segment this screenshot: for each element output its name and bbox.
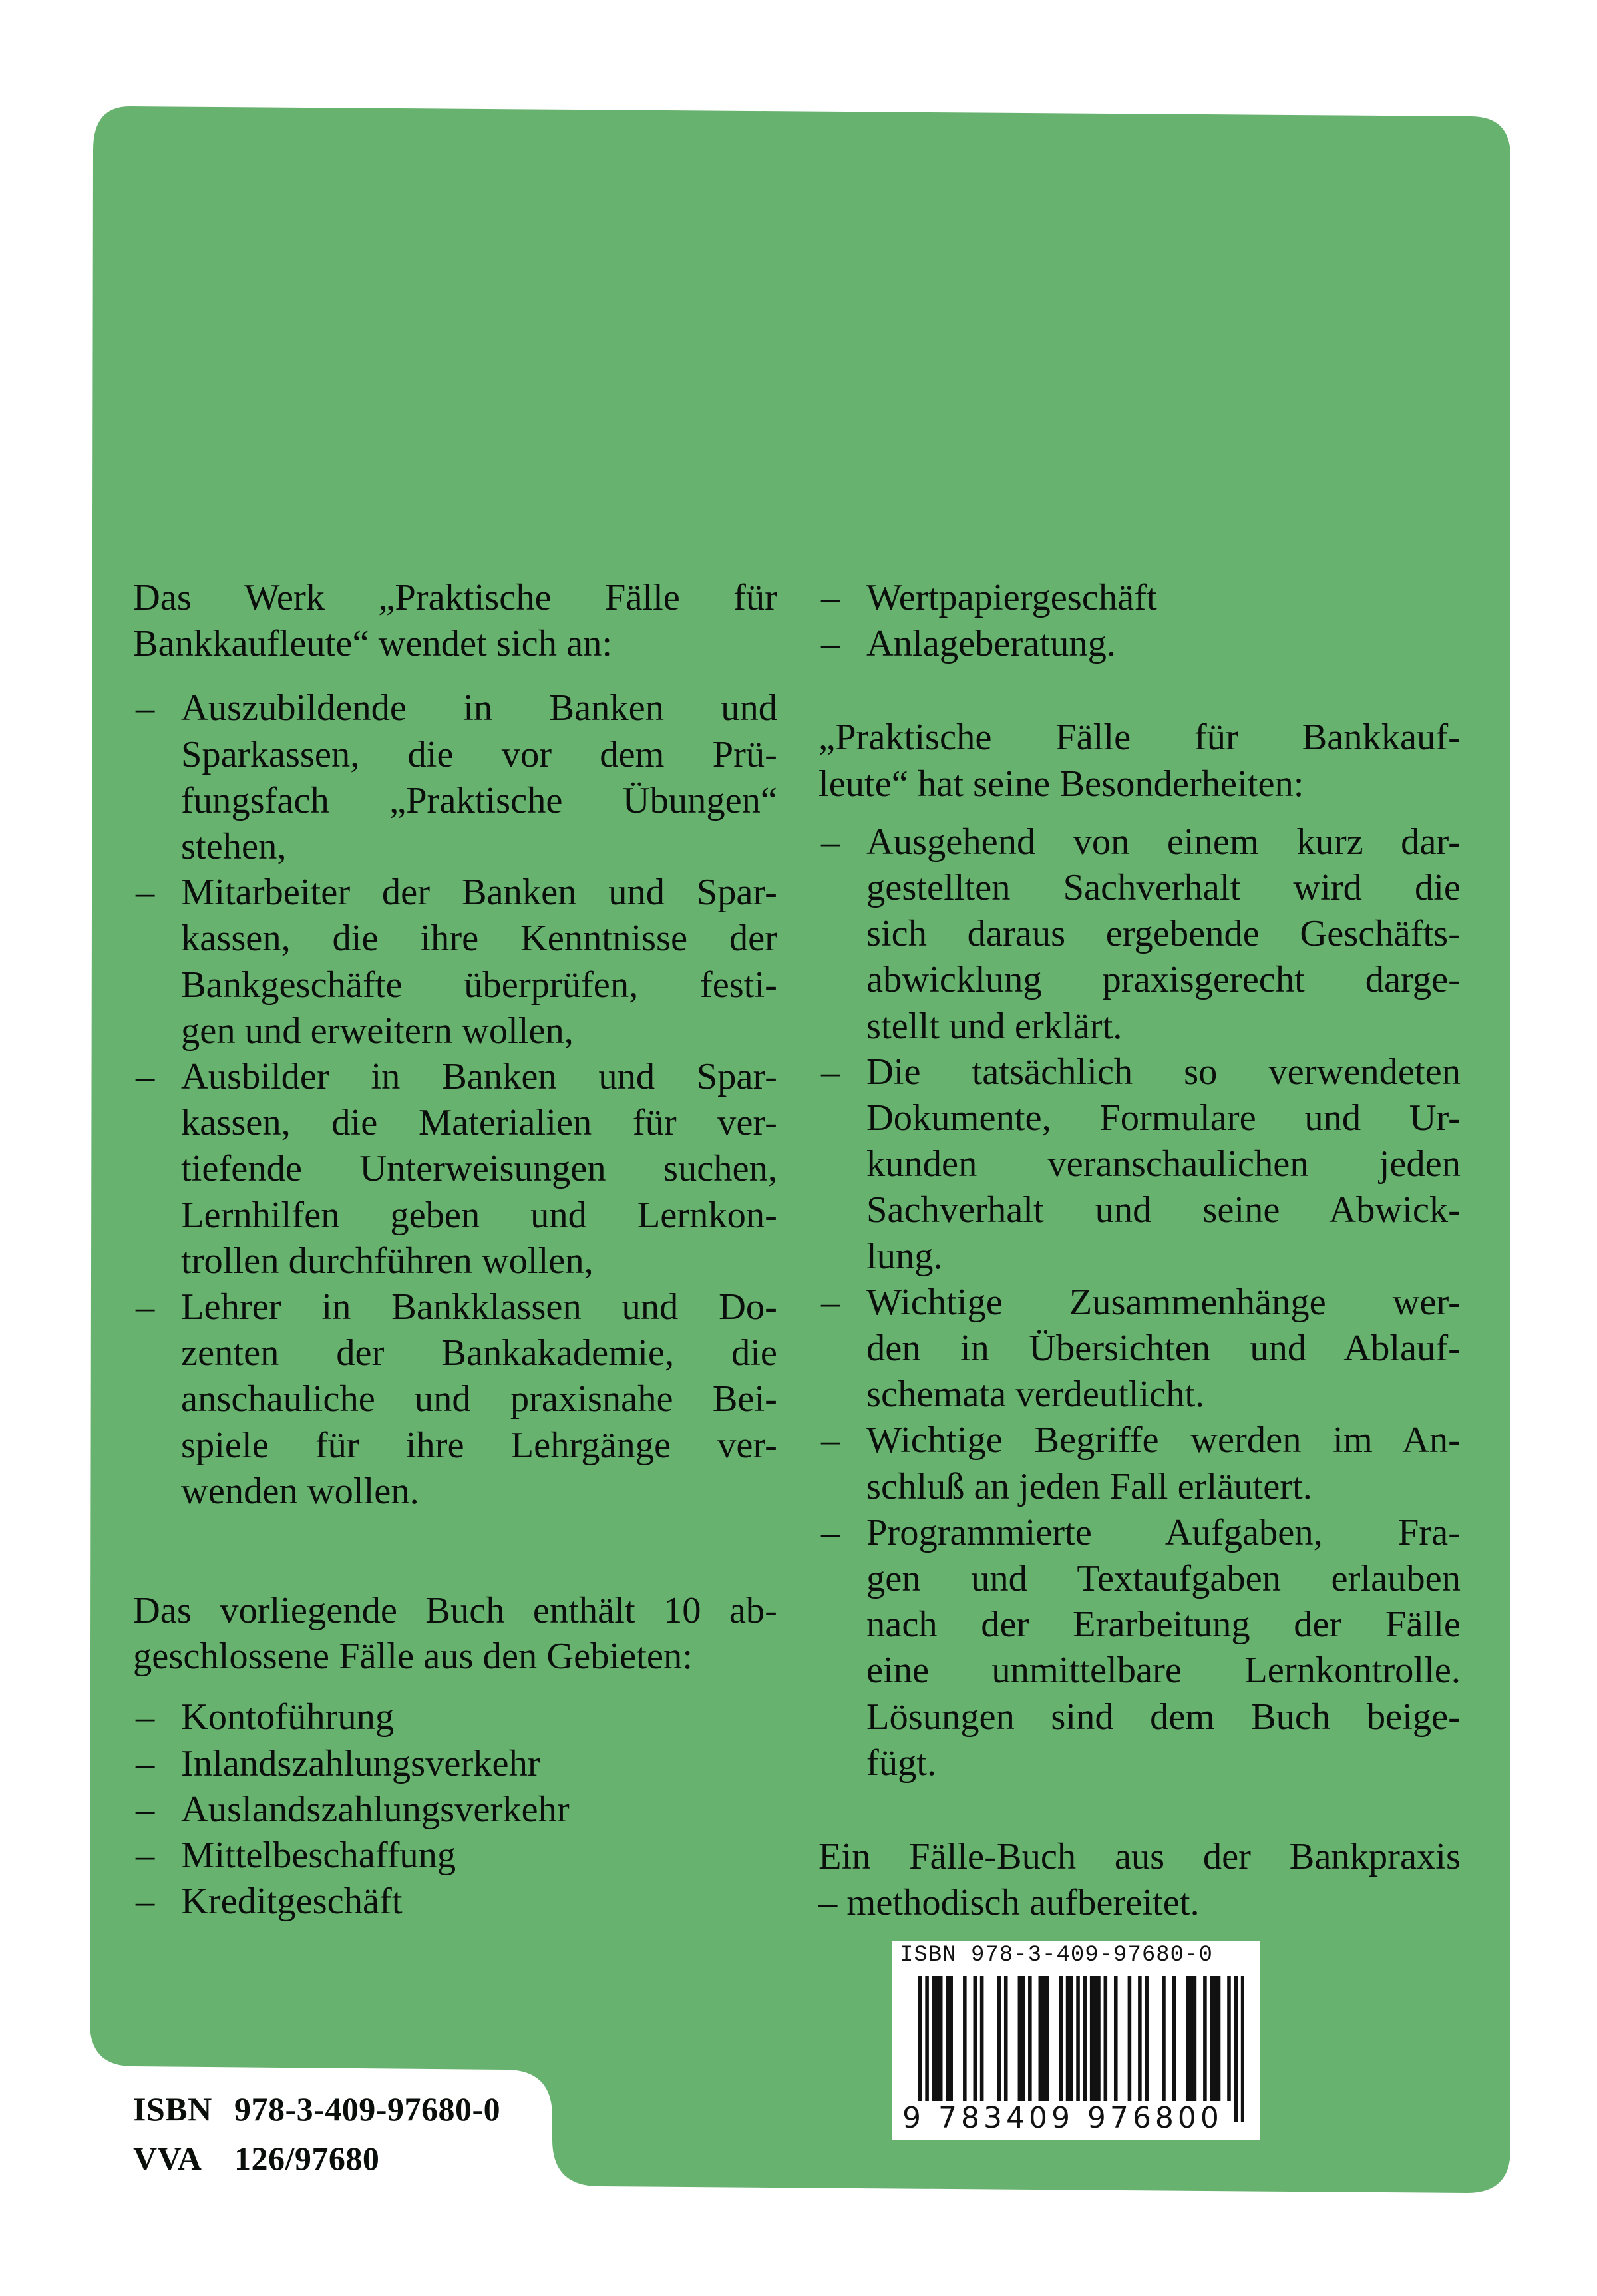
line: – Wichtige Begriffe werden im An- bbox=[866, 1420, 1461, 1461]
line: spiele für ihre Lehrgänge ver- bbox=[181, 1424, 777, 1466]
barcode-bar bbox=[1186, 1976, 1190, 2101]
list-item bbox=[818, 1050, 1461, 1280]
barcode-bar bbox=[963, 1976, 967, 2101]
left-column bbox=[133, 575, 777, 1925]
line: – Mitarbeiter der Banken und Spar- bbox=[181, 872, 777, 914]
barcode-digits: 9 783409 976800 bbox=[902, 2101, 1223, 2135]
line: fungsfach „Praktische Übungen“ bbox=[181, 779, 777, 821]
line: – Die tatsächlich so verwendeten bbox=[866, 1051, 1461, 1093]
vva-line bbox=[133, 2134, 500, 2183]
barcode-bar bbox=[1045, 1976, 1049, 2101]
list-item: – Wertpapiergeschäft bbox=[818, 575, 1461, 621]
vva-value: 126/97680 bbox=[234, 2140, 380, 2177]
list-item: – Mittelbeschaffung bbox=[133, 1833, 777, 1879]
isbn-block bbox=[133, 2084, 500, 2183]
line: Sachverhalt und seine Abwick- bbox=[866, 1189, 1461, 1231]
barcode-bar bbox=[1210, 1976, 1214, 2101]
features-intro-paragraph bbox=[818, 715, 1461, 807]
line: abwicklung praxisgerecht darge- bbox=[866, 959, 1461, 1001]
list-item: – Auslandszahlungsverkehr bbox=[133, 1787, 777, 1833]
barcode-bar bbox=[1069, 1976, 1073, 2101]
barcode-bar bbox=[1066, 1976, 1070, 2101]
line: kassen, die Materialien für ver- bbox=[181, 1102, 777, 1144]
line: gestellten Sachverhalt wird die bbox=[866, 867, 1461, 909]
line: kunden veranschaulichen jeden bbox=[866, 1143, 1461, 1185]
line: gen und erweitern wollen, bbox=[181, 1010, 574, 1052]
list-item: – Inlandszahlungsverkehr bbox=[133, 1741, 777, 1787]
barcode-bar bbox=[1114, 1976, 1118, 2101]
line: trollen durchführen wollen, bbox=[181, 1240, 594, 1282]
barcode-bar bbox=[932, 1976, 936, 2101]
barcode-bar bbox=[1214, 1976, 1218, 2101]
list-item: – Anlageberatung. bbox=[818, 621, 1461, 667]
barcode-bar bbox=[1021, 1976, 1025, 2101]
barcode-bar bbox=[974, 1976, 977, 2101]
audience-list bbox=[133, 685, 777, 1515]
line: Lernhilfen geben und Lernkon- bbox=[181, 1194, 777, 1236]
line: Ein Fälle-Buch aus der Bankpraxis bbox=[818, 1836, 1461, 1878]
isbn-label: ISBN bbox=[133, 2090, 212, 2128]
list-item: – Kreditgeschäft bbox=[133, 1879, 777, 1925]
line: wenden wollen. bbox=[181, 1470, 419, 1512]
line: schemata verdeutlicht. bbox=[866, 1374, 1205, 1416]
barcode-bar bbox=[1076, 1976, 1080, 2122]
line: „Praktische Fälle für Bankkauf- bbox=[818, 717, 1461, 759]
line: stehen, bbox=[181, 826, 287, 868]
line: fügt. bbox=[866, 1742, 937, 1784]
barcode-isbn-text: ISBN 978-3-409-97680-0 bbox=[900, 1943, 1213, 1968]
line: – Ausbilder in Banken und Spar- bbox=[181, 1056, 777, 1098]
barcode-bar bbox=[1217, 1976, 1221, 2101]
line: Dokumente, Formulare und Ur- bbox=[866, 1097, 1461, 1139]
barcode-bar bbox=[918, 1976, 922, 2122]
line: – Programmierte Aufgaben, Fra- bbox=[866, 1511, 1461, 1553]
barcode-bar bbox=[980, 1976, 984, 2101]
barcode-bar bbox=[1093, 1976, 1097, 2101]
line: Lösungen sind dem Buch beige- bbox=[866, 1696, 1461, 1738]
barcode-bar bbox=[946, 1976, 950, 2101]
line: anschauliche und praxisnahe Bei- bbox=[181, 1378, 777, 1420]
intro-line: Bankkaufleute“ wendet sich an: bbox=[133, 623, 613, 665]
list-item bbox=[818, 819, 1461, 1050]
barcode-bar bbox=[997, 1976, 1001, 2101]
list-item bbox=[818, 1418, 1461, 1509]
line: Bankgeschäfte überprüfen, festi- bbox=[181, 964, 777, 1006]
line: eine unmittelbare Lernkontrolle. bbox=[866, 1650, 1461, 1692]
line: – Ausgehend von einem kurz dar- bbox=[866, 821, 1461, 862]
barcode-bar bbox=[1193, 1976, 1197, 2101]
list-item: – Kontoführung bbox=[133, 1694, 777, 1740]
barcode-bar bbox=[1004, 1976, 1008, 2101]
line: – Auszubildende in Banken und bbox=[181, 687, 777, 729]
line: zenten der Bankakademie, die bbox=[181, 1332, 777, 1374]
barcode-bar bbox=[1227, 1976, 1231, 2101]
line: schluß an jeden Fall erläutert. bbox=[866, 1465, 1312, 1507]
barcode-bar bbox=[949, 1976, 953, 2101]
list-item bbox=[818, 1280, 1461, 1418]
barcode-bar bbox=[1162, 1976, 1166, 2101]
barcode-bar bbox=[1128, 1976, 1132, 2101]
intro-line: Das Werk „Praktische Fälle für bbox=[133, 577, 777, 618]
barcode-bar bbox=[1138, 1976, 1142, 2101]
areas-list bbox=[133, 1694, 777, 1925]
barcode-bar bbox=[1059, 1976, 1063, 2101]
line: – methodisch aufbereitet. bbox=[818, 1882, 1200, 1924]
line: den in Übersichten und Ablauf- bbox=[866, 1328, 1461, 1370]
barcode-bar bbox=[925, 1976, 929, 2122]
barcode-bar bbox=[1189, 1976, 1193, 2101]
vva-label: VVA bbox=[133, 2140, 202, 2177]
line: gen und Textaufgaben erlauben bbox=[866, 1558, 1461, 1600]
list-item bbox=[133, 870, 777, 1054]
line: leute“ hat seine Besonderheiten: bbox=[818, 763, 1304, 805]
isbn-line bbox=[133, 2084, 500, 2134]
intro-paragraph bbox=[133, 575, 777, 667]
areas-list-continued bbox=[818, 575, 1461, 667]
barcode-bar bbox=[1097, 1976, 1101, 2101]
line: Sparkassen, die vor dem Prü- bbox=[181, 733, 777, 775]
list-item bbox=[133, 1054, 777, 1284]
list-item bbox=[133, 1284, 777, 1515]
line: sich daraus ergebende Geschäfts- bbox=[866, 913, 1461, 955]
features-list bbox=[818, 819, 1461, 1786]
line: – Lehrer in Bankklassen und Do- bbox=[181, 1286, 777, 1328]
barcode-bar bbox=[1241, 1976, 1244, 2122]
barcode-bar bbox=[1145, 1976, 1149, 2101]
barcode-bar bbox=[1234, 1976, 1238, 2122]
barcode-bar bbox=[936, 1976, 940, 2101]
isbn-value: 978-3-409-97680-0 bbox=[234, 2090, 501, 2128]
barcode-bar bbox=[1090, 1976, 1094, 2101]
list-item bbox=[133, 685, 777, 870]
line: Das vorliegende Buch enthält 10 ab- bbox=[133, 1590, 777, 1632]
line: lung. bbox=[866, 1235, 943, 1277]
book-intro-paragraph bbox=[133, 1588, 777, 1680]
right-column bbox=[818, 575, 1461, 1926]
line: kassen, die ihre Kenntnisse der bbox=[181, 918, 777, 960]
line: stellt und erklärt. bbox=[866, 1005, 1123, 1047]
line: – Wichtige Zusammenhänge wer- bbox=[866, 1281, 1461, 1323]
barcode-bar bbox=[1104, 1976, 1108, 2101]
line: tiefende Unterweisungen suchen, bbox=[181, 1148, 777, 1190]
barcode-bar bbox=[1028, 1976, 1032, 2101]
barcode-bar bbox=[939, 1976, 943, 2101]
list-item bbox=[818, 1510, 1461, 1786]
line: nach der Erarbeitung der Fälle bbox=[866, 1604, 1461, 1646]
closing-paragraph bbox=[818, 1834, 1461, 1926]
line: geschlossene Fälle aus den Gebieten: bbox=[133, 1636, 693, 1678]
barcode-bar bbox=[1039, 1976, 1043, 2101]
barcode-bar bbox=[1042, 1976, 1046, 2101]
barcode-bar bbox=[1083, 1976, 1087, 2122]
barcode-bar bbox=[1018, 1976, 1022, 2101]
barcode-bar bbox=[1203, 1976, 1207, 2101]
barcode-bar bbox=[1172, 1976, 1176, 2101]
barcode bbox=[892, 1941, 1260, 2140]
barcode-bars bbox=[918, 1976, 1244, 2122]
